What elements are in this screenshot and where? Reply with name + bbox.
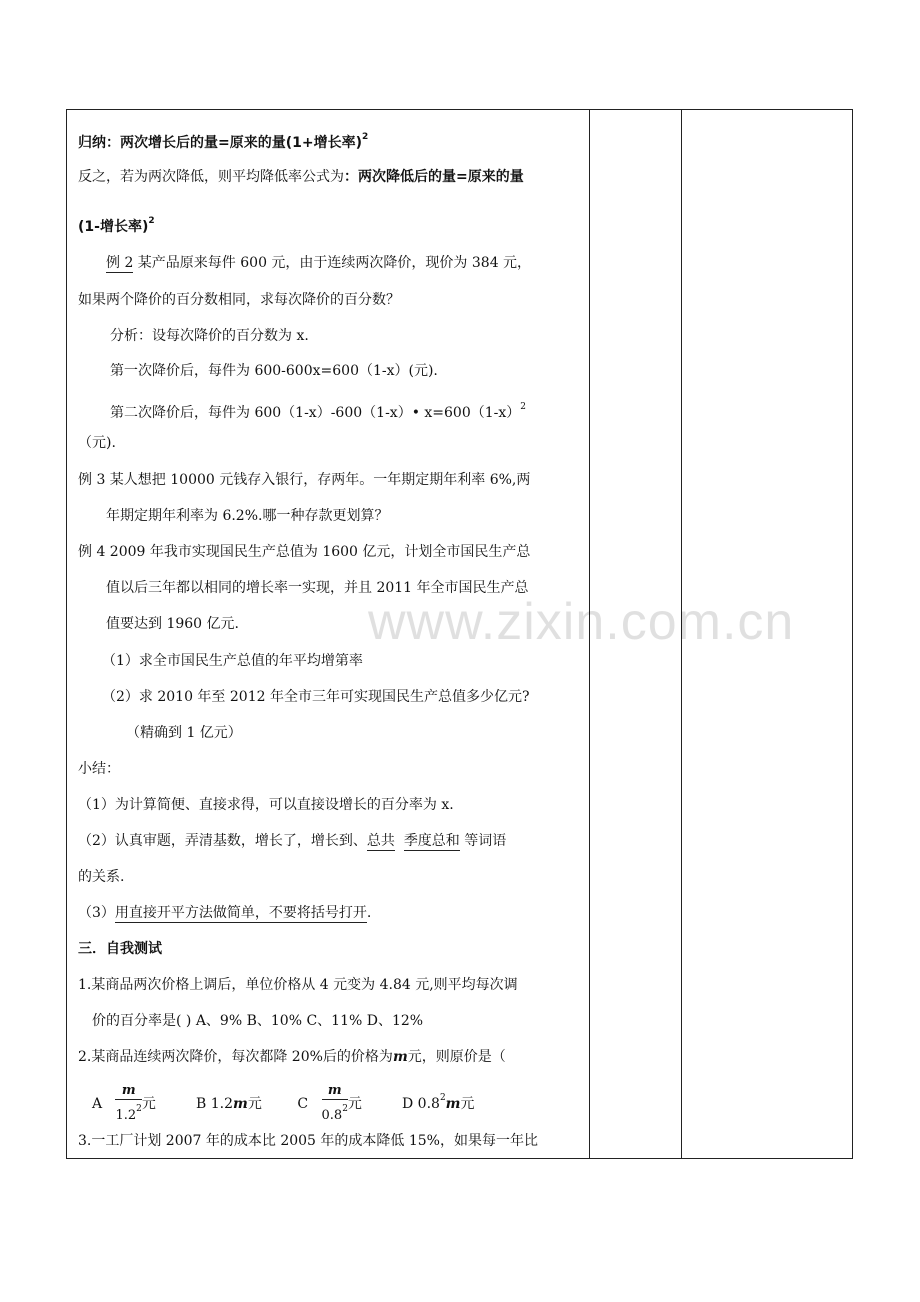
question-1-line-2: 价的百分率是( ) A、9% B、10% C、11% D、12%	[92, 1013, 424, 1029]
converse-line: 反之，若为两次降低，则平均降低率公式为：两次降低后的量=原来的量	[78, 169, 524, 185]
question-3-line-1: 3.一工厂计划 2007 年的成本比 2005 年的成本降低 15%，如果每一年比	[78, 1133, 538, 1149]
option-b: B 1.2m元	[195, 1096, 262, 1112]
example-4-line-2: 值以后三年都以相同的增长率一实现，并且 2011 年全市国民生产总	[106, 580, 529, 596]
conclusion-point-2-end: 的关系.	[78, 869, 125, 885]
question-2-options	[92, 1080, 475, 1125]
summary-rule: 归纳：两次增长后的量=原来的量(1+增长率)$^2$	[78, 132, 369, 151]
example-2-analysis: 分析：设每次降价的百分数为 x.	[110, 328, 309, 344]
question-1-line-1: 1.某商品两次价格上调后，单位价格从 4 元变为 4.84 元,则平均每次调	[78, 977, 518, 993]
example-2-line-1: 例 2 某产品原来每件 600 元，由于连续两次降价，现价为 384 元，	[106, 255, 532, 271]
example-2-line-2: 如果两个降价的百分数相同，求每次降价的百分数？	[78, 292, 400, 308]
watermark: www.zixin.com.cn	[368, 593, 795, 651]
option-d: D $0.8^2m$元	[401, 1093, 475, 1112]
example-4-line-3: 值要达到 1960 亿元.	[106, 616, 239, 632]
example-2-step-2-end: （元).	[78, 435, 116, 451]
example-4-question-2b: （精确到 1 亿元）	[126, 725, 242, 741]
option-a: A $\frac{m}{1.2^2}$ 元	[92, 1083, 156, 1123]
example-3-line-1: 例 3 某人想把 10000 元钱存入银行，存两年。一年期定期年利率 6%,两	[78, 472, 531, 488]
example-4-line-1: 例 4 2009 年我市实现国民生产总值为 1600 亿元，计划全市国民生产总	[78, 544, 531, 560]
example-2-step-2: 第二次降价后，每件为 600（1-x）-600（1-x）• $x=600(1-x)^2$	[110, 402, 527, 421]
conclusion-point-1: （1）为计算简便、直接求得，可以直接设增长的百分率为 x.	[78, 797, 454, 813]
question-2-line-1: 2.某商品连续两次降价，每次都降 20%后的价格为m元，则原价是（	[78, 1049, 506, 1065]
conclusion-title: 小结：	[78, 761, 120, 777]
example-4-question-2: （2）求 2010 年至 2012 年全市三年可实现国民生产总值多少亿元?	[102, 689, 530, 705]
example-4-question-1: （1）求全市国民生产总值的年平均增第率	[102, 653, 363, 669]
conclusion-point-3: （3）用直接开平方法做简单，不要将括号打开.	[78, 905, 372, 921]
option-c: C $\frac{m}{0.8^2}$ 元	[297, 1083, 362, 1123]
example-3-line-2: 年期定期年利率为 6.2%.哪一种存款更划算？	[106, 508, 389, 524]
converse-line-2: (1-增长率)$^2$	[78, 216, 155, 235]
example-2-step-1: 第一次降价后，每件为 600-600x=600（1-x）(元).	[110, 363, 438, 379]
section-3-title: 三．自我测试	[78, 941, 162, 957]
conclusion-point-2: （2）认真审题，弄清基数，增长了，增长到、总共 季度总和 等词语	[78, 833, 507, 849]
